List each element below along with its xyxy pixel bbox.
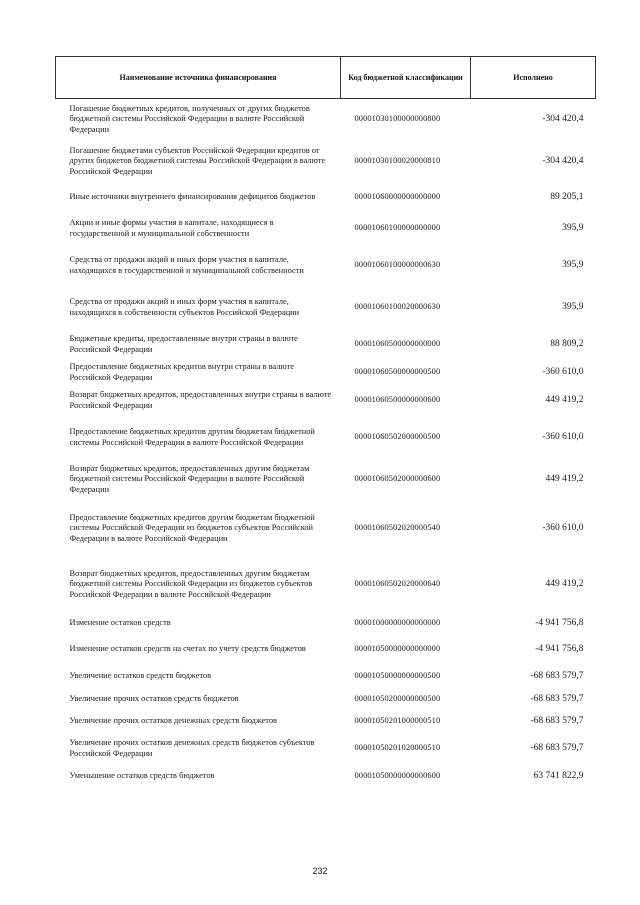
row-executed-value: 63 741 822,9 bbox=[533, 771, 584, 782]
row-budget-code: 00001060500000000500 bbox=[354, 367, 441, 377]
row-budget-code: 00001060502020000540 bbox=[354, 523, 441, 533]
row-source-name: Уменьшение остатков средств бюджетов bbox=[69, 771, 215, 781]
row-source-name: Иные источники внутреннего финансирования дефицитов бюджетов bbox=[69, 192, 316, 202]
header-executed: Исполнено bbox=[471, 57, 596, 99]
table-row bbox=[56, 501, 596, 557]
row-budget-code: 00001000000000000000 bbox=[354, 618, 441, 628]
row-source-name: Средства от продажи акций и иных форм участия в капитале, находящихся в собственности субъектов Российской Федерации bbox=[69, 296, 300, 317]
row-source-name: Возврат бюджетных кредитов, предоставленных внутри страны в валюте Российской Федерации bbox=[69, 389, 332, 410]
row-budget-code: 00001050201000000510 bbox=[354, 716, 441, 726]
table-row bbox=[56, 287, 596, 329]
row-source-name: Акции и иные формы участия в капитале, находящиеся в государственной и муниципальной собственности bbox=[69, 217, 274, 238]
table-body bbox=[56, 99, 596, 789]
row-budget-code: 00001060100000000630 bbox=[354, 260, 441, 270]
row-executed-value: 89 205,1 bbox=[550, 192, 584, 203]
row-budget-code: 00001060100020000630 bbox=[354, 302, 441, 312]
row-budget-code: 00001060500000000000 bbox=[354, 339, 441, 349]
table-row bbox=[56, 635, 596, 665]
row-executed-value: 449 419,2 bbox=[545, 395, 584, 406]
row-source-name: Бюджетные кредиты, предоставленные внутри страны в валюте Российской Федерации bbox=[69, 333, 298, 354]
row-executed-value: -360 610,0 bbox=[542, 523, 584, 534]
row-executed-value: -304 420,4 bbox=[542, 114, 584, 125]
row-budget-code: 00001030100000000800 bbox=[354, 114, 441, 124]
row-source-name: Средства от продажи акций и иных форм участия в капитале, находящихся в государственной и муниципальной собственности bbox=[69, 254, 304, 275]
row-source-name: Предоставление бюджетных кредитов внутри страны в валюте Российской Федерации bbox=[69, 361, 295, 382]
row-source-name: Возврат бюджетных кредитов, предоставленных другим бюджетам бюджетной системы Российской Федерации из бюджетов субъектов Российской Федерации в валюте Российской Федерации bbox=[69, 568, 313, 599]
row-source-name: Погашение бюджетами субъектов Российской Федерации кредитов от других бюджетов бюджетной системы Российской Федерации в валюте Российской Федерации bbox=[69, 145, 326, 176]
table-row bbox=[56, 557, 596, 613]
row-source-name: Увеличение остатков средств бюджетов bbox=[69, 671, 212, 681]
row-executed-value: -4 941 756,8 bbox=[535, 644, 584, 655]
row-budget-code: 00001060502000000500 bbox=[354, 432, 441, 442]
row-source-name: Возврат бюджетных кредитов, предоставленных другим бюджетам бюджетной системы Российской Федерации в валюте Российской Федерации bbox=[69, 463, 310, 494]
table-row bbox=[56, 385, 596, 417]
row-budget-code: 00001050000000000600 bbox=[354, 771, 441, 781]
row-executed-value: 395,9 bbox=[562, 302, 584, 313]
row-executed-value: -68 683 579,7 bbox=[530, 743, 584, 754]
row-budget-code: 00001050000000000000 bbox=[354, 644, 441, 654]
row-executed-value: -68 683 579,7 bbox=[530, 694, 584, 705]
row-source-name: Предоставление бюджетных кредитов другим бюджетам бюджетной системы Российской Федерации из бюджетов субъектов Российской Федерации в валюте Российской Федерации bbox=[69, 512, 315, 543]
table-row bbox=[56, 329, 596, 361]
row-budget-code: 00001060502020000640 bbox=[354, 579, 441, 589]
row-executed-value: 449 419,2 bbox=[545, 579, 584, 590]
row-budget-code: 00001050201020000510 bbox=[354, 743, 441, 753]
row-executed-value: -68 683 579,7 bbox=[530, 716, 584, 727]
row-source-name: Увеличение прочих остатков средств бюджетов bbox=[69, 694, 239, 704]
row-source-name: Погашение бюджетных кредитов, полученных от других бюджетов бюджетной системы Российской Федерации в валюте Российской Федерации bbox=[69, 103, 310, 135]
row-executed-value: -68 683 579,7 bbox=[530, 671, 584, 682]
row-budget-code: 00001030100020000810 bbox=[354, 156, 441, 166]
row-budget-code: 00001060502000000600 bbox=[354, 474, 441, 484]
row-source-name: Увеличение прочих остатков денежных средств бюджетов bbox=[69, 716, 277, 726]
table-row bbox=[56, 711, 596, 733]
row-budget-code: 00001060000000000000 bbox=[354, 192, 441, 202]
row-source-name: Изменение остатков средств bbox=[69, 618, 171, 628]
document-page bbox=[55, 56, 595, 789]
row-executed-value: -360 610,0 bbox=[542, 432, 584, 443]
row-executed-value: -304 420,4 bbox=[542, 156, 584, 167]
financing-sources-table bbox=[55, 56, 596, 789]
header-budget-code: Код бюджетной классификации bbox=[341, 57, 471, 99]
row-budget-code: 00001050000000000500 bbox=[354, 671, 441, 681]
row-budget-code: 00001060500000000600 bbox=[354, 395, 441, 405]
row-budget-code: 00001060100000000000 bbox=[354, 223, 441, 233]
table-row bbox=[56, 245, 596, 287]
table-row bbox=[56, 141, 596, 183]
table-row bbox=[56, 613, 596, 635]
table-header bbox=[56, 57, 596, 99]
table-row bbox=[56, 417, 596, 459]
row-executed-value: -4 941 756,8 bbox=[535, 618, 584, 629]
header-source-name: Наименование источника финансирования bbox=[56, 57, 341, 99]
table-row bbox=[56, 99, 596, 141]
table-row bbox=[56, 361, 596, 385]
row-source-name: Увеличение прочих остатков денежных средств бюджетов субъектов Российской Федерации bbox=[69, 737, 315, 758]
table-row bbox=[56, 665, 596, 689]
table-row bbox=[56, 765, 596, 789]
row-source-name: Предоставление бюджетных кредитов другим бюджетам бюджетной системы Российской Федерации в валюте Российской Федерации bbox=[69, 426, 315, 447]
row-executed-value: -360 610,0 bbox=[542, 367, 584, 378]
row-budget-code: 00001050200000000500 bbox=[354, 694, 441, 704]
row-executed-value: 449 419,2 bbox=[545, 474, 584, 485]
row-executed-value: 395,9 bbox=[562, 260, 584, 271]
table-row bbox=[56, 183, 596, 213]
row-executed-value: 88 809,2 bbox=[550, 339, 584, 350]
table-row bbox=[56, 459, 596, 501]
row-source-name: Изменение остатков средств на счетах по учету средств бюджетов bbox=[69, 644, 306, 654]
table-row bbox=[56, 689, 596, 711]
page-number: 232 bbox=[312, 866, 328, 876]
table-row bbox=[56, 213, 596, 245]
table-row bbox=[56, 733, 596, 765]
row-executed-value: 395,9 bbox=[562, 223, 584, 234]
